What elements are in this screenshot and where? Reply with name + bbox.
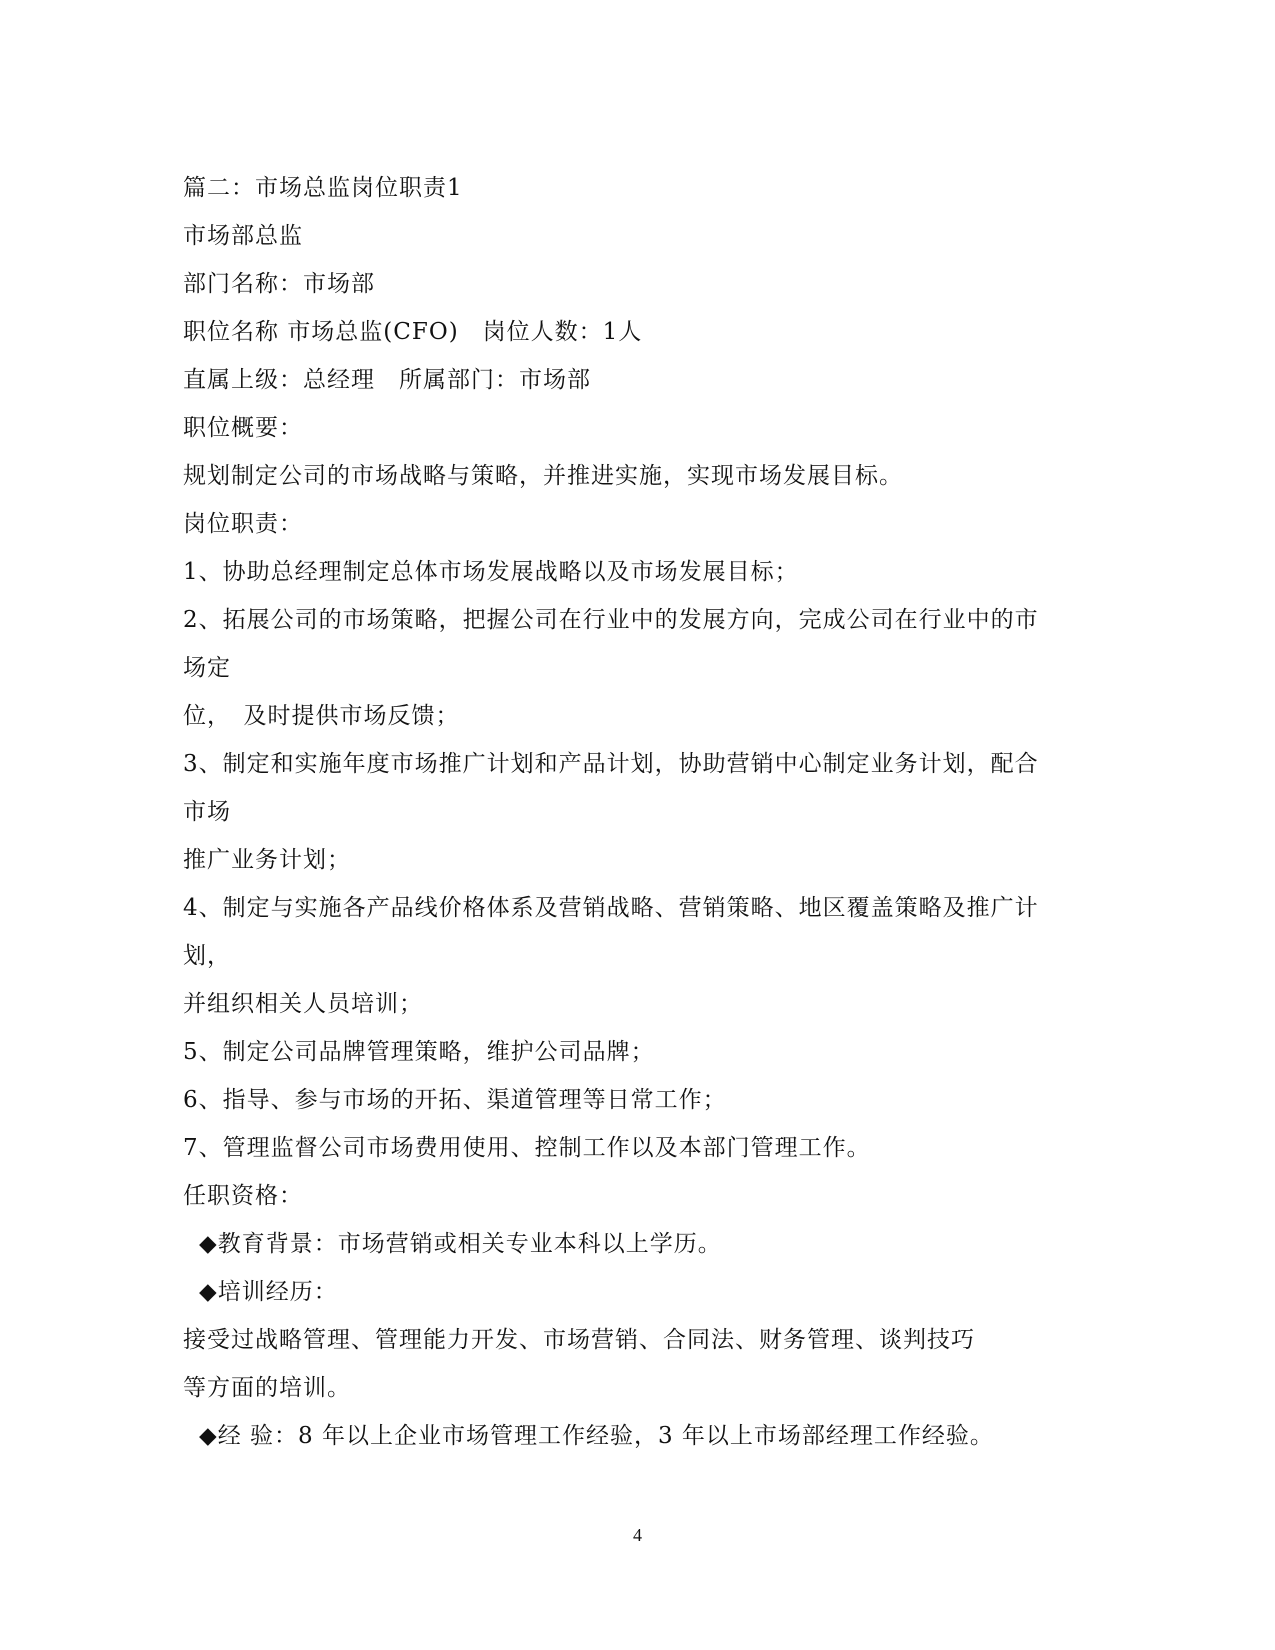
duty-item: 7、管理监督公司市场费用使用、控制工作以及本部门管理工作。	[183, 1135, 871, 1161]
document-body	[183, 164, 1083, 1460]
duty-item: 3、制定和实施年度市场推广计划和产品计划，协助营销中心制定业务计划，配合	[183, 751, 1039, 777]
qualification-text: 接受过战略管理、管理能力开发、市场营销、合同法、财务管理、谈判技巧	[183, 1327, 975, 1353]
qualification-bullet: ◆经 验：8 年以上企业市场管理工作经验，3 年以上市场部经理工作经验。	[199, 1423, 994, 1449]
duty-item-continuation: 位， 及时提供市场反馈；	[183, 703, 460, 729]
section-title: 篇二：市场总监岗位职责1	[183, 175, 463, 201]
qualification-bullet: ◆培训经历：	[199, 1279, 338, 1305]
qualification-bullet: ◆教育背景：市场营销或相关专业本科以上学历。	[199, 1231, 722, 1257]
qualifications-heading: 任职资格：	[183, 1183, 303, 1209]
position-name: 职位名称 市场总监(CFO) 岗位人数：1人	[183, 319, 643, 345]
duty-item: 5、制定公司品牌管理策略，维护公司品牌；	[183, 1039, 655, 1065]
overview-heading: 职位概要：	[183, 415, 303, 441]
duty-item-continuation: 并组织相关人员培训；	[183, 991, 423, 1017]
overview-text: 规划制定公司的市场战略与策略，并推进实施，实现市场发展目标。	[183, 463, 903, 489]
duty-item-continuation: 推广业务计划；	[183, 847, 351, 873]
duty-item-continuation: 划，	[183, 943, 231, 969]
duty-item: 2、拓展公司的市场策略，把握公司在行业中的发展方向，完成公司在行业中的市	[183, 607, 1039, 633]
duty-item: 1、协助总经理制定总体市场发展战略以及市场发展目标；	[183, 559, 799, 585]
duty-item: 4、制定与实施各产品线价格体系及营销战略、营销策略、地区覆盖策略及推广计	[183, 895, 1039, 921]
duty-item-continuation: 市场	[183, 799, 231, 825]
duty-item-continuation: 场定	[183, 655, 231, 681]
job-title-heading: 市场部总监	[183, 223, 303, 249]
qualification-text: 等方面的培训。	[183, 1375, 351, 1401]
page-number: 4	[633, 1525, 642, 1545]
reporting-line: 直属上级：总经理 所属部门：市场部	[183, 367, 591, 393]
duty-item: 6、指导、参与市场的开拓、渠道管理等日常工作；	[183, 1087, 727, 1113]
duties-heading: 岗位职责：	[183, 511, 303, 537]
department-name: 部门名称：市场部	[183, 271, 375, 297]
